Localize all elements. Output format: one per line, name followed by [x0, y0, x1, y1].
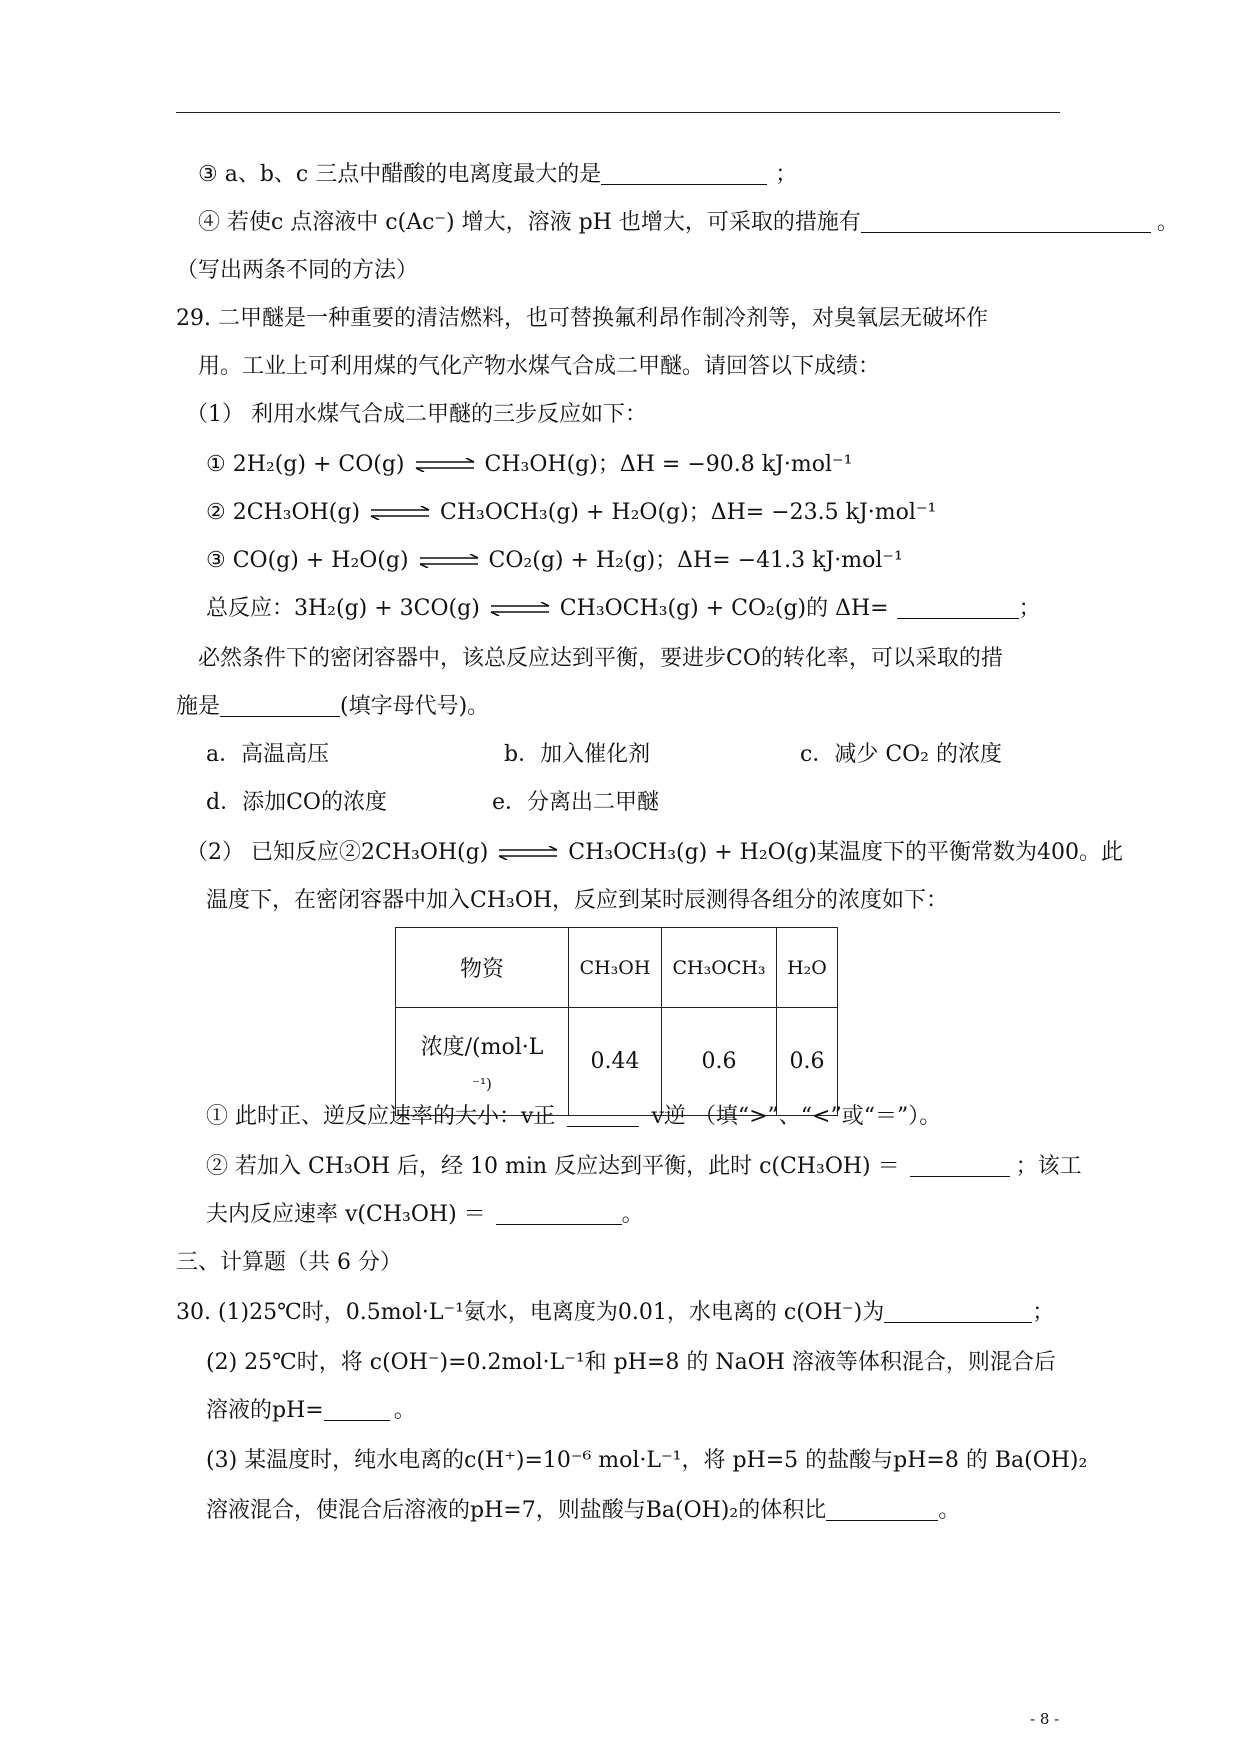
answer-blank[interactable]	[324, 1398, 390, 1421]
table-cell: 0.6	[777, 1008, 838, 1116]
q28-item3: ③ a、b、c 三点中醋酸的电离度最大的是 ；	[198, 162, 798, 187]
table-header-row	[396, 928, 838, 1008]
table-row	[396, 1008, 838, 1116]
table-header-cell: 物资	[396, 928, 569, 1008]
answer-blank[interactable]	[567, 1104, 639, 1127]
header-rule	[176, 112, 1060, 113]
q29-sub2-cont: 夫内反应速率 v(CH₃OH) ＝ 。	[206, 1202, 644, 1227]
answer-blank[interactable]	[601, 162, 767, 185]
reaction-2: ② 2CH₃OH(g) CH₃OCH₃(g) + H₂O(g)；ΔH= −23.5 kJ·mol⁻¹	[206, 500, 937, 525]
answer-blank[interactable]	[496, 1202, 622, 1225]
q30-part2-cont: 溶液的pH= 。	[206, 1398, 416, 1423]
q29-part2: （2） 已知反应②2CH₃OH(g) CH₃OCH₃(g) + H₂O(g)某温度下的平衡常数为400。此	[186, 840, 1123, 865]
q29-condition-cont: 施是 (填字母代号)。	[176, 694, 490, 719]
option-d: d．添加CO的浓度	[206, 790, 387, 815]
equilibrium-arrow-icon	[418, 554, 480, 568]
option-e: e．分离出二甲醚	[492, 790, 660, 815]
option-b: b．加入催化剂	[504, 742, 651, 767]
q29-intro-cont: 用。工业上可利用煤的气化产物水煤气合成二甲醚。请回答以下成绩：	[198, 354, 881, 379]
table-row-label	[396, 1008, 569, 1116]
equilibrium-arrow-icon	[489, 602, 551, 616]
table-header-cell: CH₃OH	[569, 928, 662, 1008]
table-row-label-line1: 浓度/(mol·L	[420, 1035, 544, 1060]
page-number: - 8 -	[1030, 1710, 1060, 1728]
answer-blank[interactable]	[884, 1300, 1032, 1323]
q30-part2: (2) 25℃时，将 c(OH⁻)=0.2mol·L⁻¹和 pH=8 的 NaOH 溶液等体积混合，则混合后	[206, 1350, 1056, 1375]
equilibrium-arrow-icon	[497, 846, 559, 860]
answer-blank[interactable]	[910, 1154, 1010, 1177]
q29-part1-title: （1） 利用水煤气合成二甲醚的三步反应如下：	[186, 402, 647, 427]
equilibrium-arrow-icon	[414, 458, 476, 472]
answer-blank[interactable]	[897, 596, 1019, 619]
table-header-cell: H₂O	[777, 928, 838, 1008]
table-cell: 0.44	[569, 1008, 662, 1116]
table-cell: 0.6	[662, 1008, 777, 1116]
table-row-label-line2: ⁻¹)	[472, 1075, 492, 1093]
answer-blank[interactable]	[826, 1498, 938, 1521]
section-3-heading: 三、计算题（共 6 分）	[176, 1250, 402, 1275]
reaction-3: ③ CO(g) + H₂O(g) CO₂(g) + H₂(g)；ΔH= −41.3 kJ·mol⁻¹	[206, 548, 903, 573]
q30-part3: (3) 某温度时，纯水电离的c(H⁺)=10⁻⁶ mol·L⁻¹，将 pH=5 的盐酸与pH=8 的 Ba(OH)₂	[206, 1448, 1088, 1473]
option-c: c．减少 CO₂ 的浓度	[800, 742, 1002, 767]
equilibrium-arrow-icon	[369, 506, 431, 520]
answer-blank[interactable]	[220, 694, 340, 717]
concentration-table	[395, 927, 838, 1116]
table-header-cell: CH₃OCH₃	[662, 928, 777, 1008]
q30-part3-cont: 溶液混合，使混合后溶液的pH=7，则盐酸与Ba(OH)₂的体积比 。	[206, 1498, 961, 1523]
q29-condition: 必然条件下的密闭容器中，该总反应达到平衡，要进步CO的转化率，可以采取的措	[198, 646, 1003, 671]
option-a: a．高温高压	[206, 742, 330, 767]
answer-blank[interactable]	[861, 210, 1151, 233]
q29-sub1: ① 此时正、逆反应速率的大小：v正 v逆 （填“>”、“<”或“＝”）。	[206, 1104, 942, 1129]
total-reaction: 总反应：3H₂(g) + 3CO(g) CH₃OCH₃(g) + CO₂(g)的 ΔH= ；	[206, 596, 1041, 621]
q29-sub2: ② 若加入 CH₃OH 后，经 10 min 反应达到平衡，此时 c(CH₃OH) ＝ ；该工	[206, 1154, 1082, 1179]
reaction-1: ① 2H₂(g) + CO(g) CH₃OH(g)；ΔH = −90.8 kJ·mol⁻¹	[206, 452, 853, 477]
q30-part1: 30. (1)25℃时，0.5mol·L⁻¹氨水，电离度为0.01，水电离的 c(OH⁻)为 ；	[176, 1300, 1055, 1325]
q29-part2-cont: 温度下，在密闭容器中加入CH₃OH，反应到某时辰测得各组分的浓度如下：	[206, 888, 949, 913]
q29-intro: 29. 二甲醚是一种重要的清洁燃料，也可替换氟利昂作制冷剂等，对臭氧层无破坏作	[176, 306, 988, 331]
q28-item4-note: （写出两条不同的方法）	[176, 258, 419, 283]
q28-item4: ④ 若使c 点溶液中 c(Ac⁻) 增大，溶液 pH 也增大，可采取的措施有 。	[198, 210, 1179, 235]
